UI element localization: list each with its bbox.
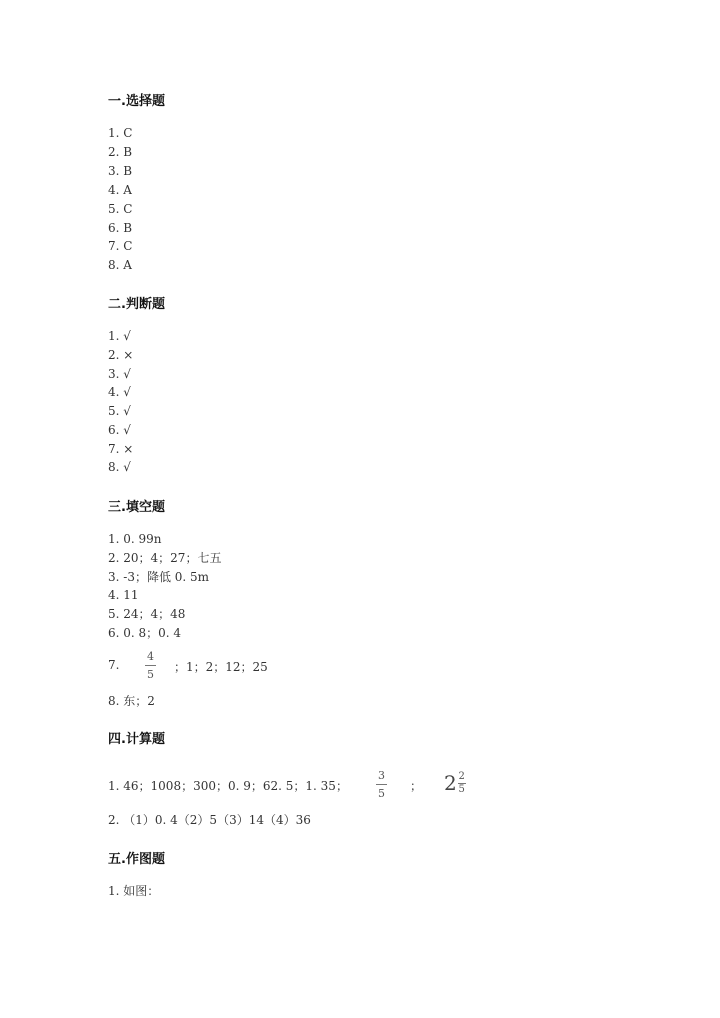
fraction-denominator: 5 (378, 787, 385, 800)
fraction (145, 651, 156, 680)
list-item: 1. √ (108, 329, 131, 343)
fraction-bar (376, 784, 387, 785)
fraction-bar (145, 665, 156, 666)
list-item: 4. A (108, 183, 132, 197)
list-item: 6. B (108, 221, 133, 235)
list-item: 4. 11 (108, 588, 139, 602)
list-item: 8. A (108, 258, 132, 272)
list-item: 5. C (108, 202, 133, 216)
list-item: 5. √ (108, 404, 131, 418)
list-item: 1. 0. 99n (108, 532, 162, 546)
section-heading-drawing: 五.作图题 (108, 852, 165, 867)
list-item: 2. × (108, 348, 134, 362)
fraction-denominator: 5 (147, 668, 154, 681)
list-item: 1. 如图： (108, 884, 160, 898)
fill-item-7-number: 7. (108, 658, 120, 672)
fraction-numerator: 4 (147, 650, 154, 663)
list-item: 2. （1）0. 4（2）5（3）14（4）36 (108, 813, 311, 827)
fraction-numerator: 2 (458, 770, 465, 782)
section-heading-judgement: 二.判断题 (108, 297, 165, 312)
section-heading-calculation: 四.计算题 (108, 732, 165, 747)
list-item: 4. √ (108, 385, 131, 399)
list-item: 3. B (108, 164, 133, 178)
list-item: 6. 0. 8；0. 4 (108, 626, 182, 640)
list-item: 2. 20；4；27；七五 (108, 551, 222, 565)
list-item: 1. C (108, 126, 133, 140)
list-item: 3. -3；降低 0. 5m (108, 570, 210, 584)
list-item: 8. √ (108, 460, 131, 474)
list-item: 7. C (108, 239, 133, 253)
mixed-number-whole: 2 (444, 771, 457, 795)
calc-item-1-values: 1. 46；1008；300；0. 9；62. 5；1. 35； (108, 779, 348, 793)
list-item: 7. × (108, 442, 134, 456)
fraction-denominator: 5 (458, 783, 465, 795)
section-heading-fill-blank: 三.填空题 (108, 500, 165, 515)
list-item: 3. √ (108, 367, 131, 381)
list-item: 5. 24；4；48 (108, 607, 186, 621)
separator: ； (410, 779, 423, 793)
fraction-numerator: 3 (378, 769, 385, 782)
mixed-number (444, 771, 466, 795)
section-heading-choice: 一.选择题 (108, 94, 165, 109)
calc-item-1 (108, 768, 508, 804)
list-item: 2. B (108, 145, 133, 159)
fill-item-7-answers: ；1；2；12；25 (174, 660, 268, 674)
list-item: 8. 东；2 (108, 694, 155, 708)
list-item: 6. √ (108, 423, 131, 437)
fraction (376, 770, 387, 799)
mixed-number-fraction (458, 772, 466, 795)
